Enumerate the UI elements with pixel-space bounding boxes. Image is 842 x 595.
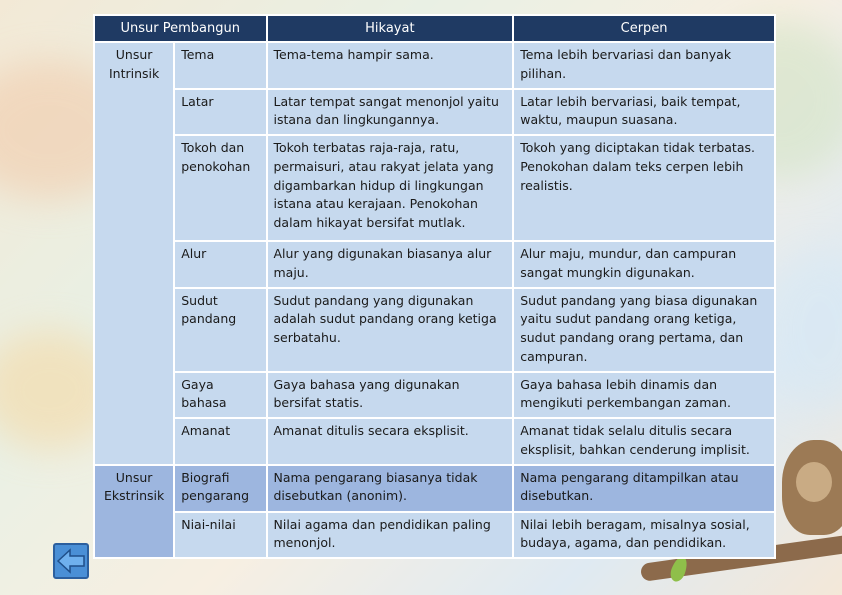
hikayat-cell: Nama pengarang biasanya tidak disebutkan (anonim). [268, 466, 513, 511]
table-header-row [95, 16, 774, 41]
header-unsur-pembangun: Unsur Pembangun [95, 16, 266, 41]
aspect-cell: Amanat [175, 419, 265, 464]
table-row [95, 513, 774, 558]
header-cerpen: Cerpen [514, 16, 774, 41]
hikayat-cell: Sudut pandang yang digunakan adalah sudut pandang orang ketiga serbatahu. [268, 289, 513, 371]
aspect-cell: Tokoh dan penokohan [175, 136, 265, 240]
cerpen-cell: Nilai lebih beragam, misalnya sosial, budaya, agama, dan pendidikan. [514, 513, 774, 558]
header-hikayat: Hikayat [268, 16, 513, 41]
hikayat-cell: Alur yang digunakan biasanya alur maju. [268, 242, 513, 287]
comparison-table [93, 14, 776, 559]
table-row [95, 90, 774, 135]
table-row [95, 373, 774, 418]
hikayat-cell: Latar tempat sangat menonjol yaitu istana dan lingkungannya. [268, 90, 513, 135]
cerpen-cell: Sudut pandang yang biasa digunakan yaitu sudut pandang orang ketiga, sudut pandang orang pertama, dan campuran. [514, 289, 774, 371]
table-row [95, 136, 774, 240]
owl-illustration [782, 440, 842, 535]
hikayat-cell: Tokoh terbatas raja-raja, ratu, permaisuri, atau rakyat jelata yang digambarkan hidup di lingkungan istana atau kerajaan. Penokohan dalam hikayat bersifat mutlak. [268, 136, 513, 240]
cerpen-cell: Gaya bahasa lebih dinamis dan mengikuti perkembangan zaman. [514, 373, 774, 418]
aspect-cell: Biografi pengarang [175, 466, 265, 511]
cerpen-cell: Amanat tidak selalu ditulis secara eksplisit, bahkan cenderung implisit. [514, 419, 774, 464]
cerpen-cell: Latar lebih bervariasi, baik tempat, waktu, maupun suasana. [514, 90, 774, 135]
table-row [95, 466, 774, 511]
table-row [95, 289, 774, 371]
hikayat-cell: Tema-tema hampir sama. [268, 43, 513, 88]
group-label-intrinsic: Unsur Intrinsik [95, 43, 173, 464]
aspect-cell: Sudut pandang [175, 289, 265, 371]
cerpen-cell: Alur maju, mundur, dan campuran sangat mungkin digunakan. [514, 242, 774, 287]
aspect-cell: Gaya bahasa [175, 373, 265, 418]
aspect-cell: Alur [175, 242, 265, 287]
cerpen-cell: Tema lebih bervariasi dan banyak pilihan. [514, 43, 774, 88]
back-button[interactable] [53, 543, 89, 579]
hikayat-cell: Gaya bahasa yang digunakan bersifat statis. [268, 373, 513, 418]
table-row [95, 43, 774, 88]
group-label-extrinsic: Unsur Ekstrinsik [95, 466, 173, 558]
hikayat-cell: Amanat ditulis secara eksplisit. [268, 419, 513, 464]
cerpen-cell: Tokoh yang diciptakan tidak terbatas. Penokohan dalam teks cerpen lebih realistis. [514, 136, 774, 240]
aspect-cell: Latar [175, 90, 265, 135]
table-row [95, 242, 774, 287]
aspect-cell: Niai-nilai [175, 513, 265, 558]
arrow-left-icon [53, 543, 89, 579]
hikayat-cell: Nilai agama dan pendidikan paling menonjol. [268, 513, 513, 558]
cerpen-cell: Nama pengarang ditampilkan atau disebutkan. [514, 466, 774, 511]
aspect-cell: Tema [175, 43, 265, 88]
table-row [95, 419, 774, 464]
